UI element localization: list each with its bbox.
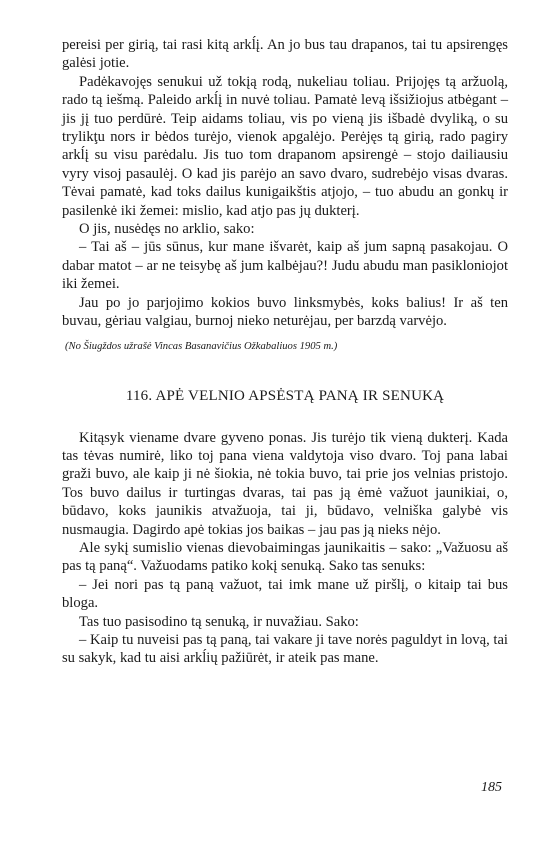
page-number: 185	[481, 780, 502, 795]
previous-story-ending	[62, 36, 508, 354]
paragraph: Tas tuo pasisodino tą senuką, ir nuvažiau. Sako:	[79, 613, 359, 630]
paragraph: – Jei nori pas tą paną važuot, tai imk mane už piršlį, o kitaip tai bus bloga.	[62, 576, 508, 612]
paragraph: – Tai aš – jūs sūnus, kur mane išvarėt, kaip aš jum sapną pasakojau. O dabar matot – ar ne teisybę aš jum kalbėjau?! Judu abudu man pasikloniojot iki žemei.	[62, 239, 508, 293]
paragraph: pereisi per girią, tai rasi kitą arkĺį. An jo bus tau drapanos, tai tu apsirengęs galėsi jotie.	[62, 37, 508, 72]
paragraph: Padėkavojęs senukui už tokįą rodą, nukeliau toliau. Prijojęs tą aržuolą, rado tą iešmą. Paleido arkĺį in nuvė toliau. Pamatė levą išsižiojus atbėgant – jis jį tuo perdūrė. Teip aidams toliau, vis po vieną jis išbadė dvyliką, o su trylikţu nors ir bėdos turėjo, vienok apgalėjo. Perėjęs tą girią, rado pagiry arkĺį su visu parėdalu. Jis tuo tom drapanom apsirengė – stojo dailiausiu vyry visoj pasaulėj. O kad jis parėjo an savo dvaro, sudrebėjo visas dvaras. Tėvai pamatė, kad toks dailus kunigaikštis atjojo, – tuo abudu an gonkų ir pasilenkė iki žemei: mislio, kad atjo pas jų dukterį.	[62, 73, 508, 219]
paragraph: O jis, nusėdęs no arklio, sako:	[79, 221, 255, 238]
paragraph: Kitąsyk viename dvare gyveno ponas. Jis turėjo tik vieną dukterį. Kada tas tėvas numirė, liko toj pana viena valdytoja viso dvaro. Toj pana labai graži buvo, ale kaip ji nė šiokia, nė tokia buvo, tai prie jos velnias pristojo. Tos buvo dailus ir turtingas dvaras, tai pas ją ėmė važuot jaunikiai, o, būdavo, koks jaunikis atvažuoja, tai ji, būdavo, velniška galybė vis nusmaugia. Dagirdo apė tokias jos baikas – jau pas ją nieks nėjo.	[62, 429, 508, 538]
paragraph: – Kaip tu nuveisi pas tą paną, tai vakare ji tave norės paguldyt in lovą, tai su sakyk, kad tu aisi arkĺių pažiūrėt, ir ateik pas mane.	[62, 631, 508, 667]
paragraph: Jau po jo parjojimo kokios buvo linksmybės, koks balius! Ir aš ten buvau, gėriau valgiau, burnoj nieko neturėjau, per barzdą varvėjo.	[62, 294, 508, 330]
source-note: (No Šiugždos užrašė Vincas Basanavičius Ožkabaliuos 1905 m.)	[65, 340, 338, 352]
paragraph: Ale sykį sumislio vienas dievobaimingas jaunikaitis – sako: „Važuosu aš pas tą paną“. Važuodams patiko kokį senuką. Sako tas senuks:	[62, 539, 508, 575]
book-page	[62, 36, 508, 668]
story-title: 116. APĖ VELNIO APSĖSTĄ PANĄ IR SENUKĄ	[125, 387, 445, 404]
story-body	[62, 429, 508, 668]
